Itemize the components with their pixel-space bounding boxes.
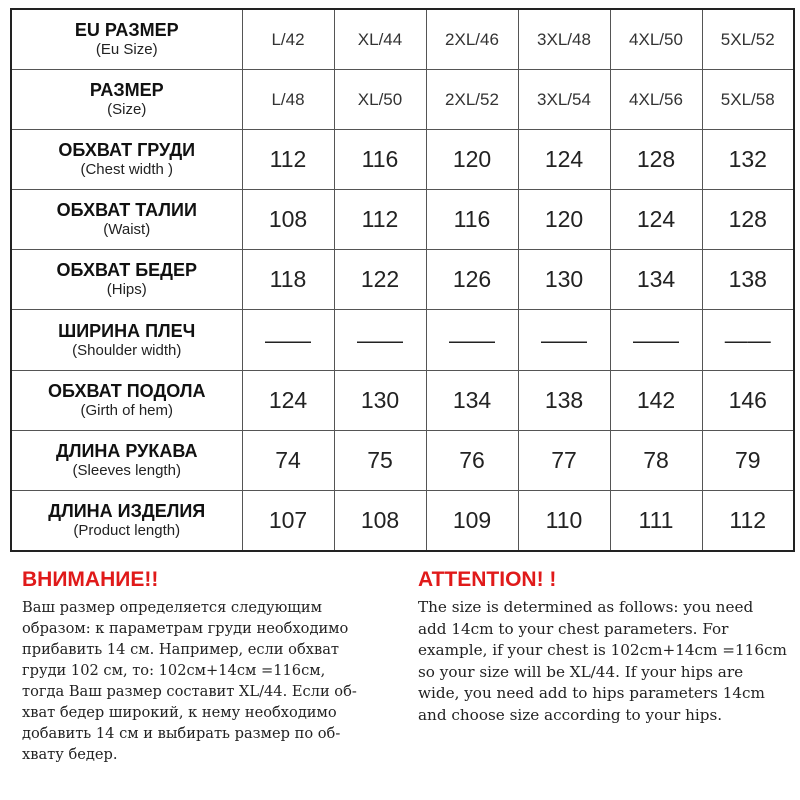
- notice-line: хвату бедер.: [22, 746, 118, 763]
- table-cell: 2XL/52: [426, 70, 518, 130]
- table-row: [11, 490, 794, 551]
- table-cell: XL/44: [334, 9, 426, 70]
- row-label-russian: EU РАЗМЕР: [74, 20, 179, 41]
- row-label-english: (Product length): [73, 521, 181, 539]
- table-cell: 126: [426, 250, 518, 310]
- notice-line: The size is determined as follows: you need: [418, 598, 754, 616]
- table-cell: 138: [518, 370, 610, 430]
- row-header: [11, 70, 242, 130]
- notice-english-title: ATTENTION! !: [418, 568, 557, 591]
- row-label-english: (Chest width ): [80, 161, 174, 179]
- row-header: [11, 190, 242, 250]
- table-cell: 74: [242, 430, 334, 490]
- table-cell: 118: [242, 250, 334, 310]
- row-label-english: (Waist): [103, 221, 151, 239]
- table-row: [11, 9, 794, 70]
- table-cell: 146: [702, 370, 794, 430]
- table-cell: ——: [702, 310, 794, 370]
- size-chart-table: [10, 8, 795, 552]
- table-cell: 124: [242, 370, 334, 430]
- table-cell: 120: [518, 190, 610, 250]
- table-cell: 128: [610, 130, 702, 190]
- table-cell: 78: [610, 430, 702, 490]
- table-cell: ——: [426, 310, 518, 370]
- table-cell: 75: [334, 430, 426, 490]
- table-cell: 77: [518, 430, 610, 490]
- table-cell: 107: [242, 490, 334, 551]
- row-header: [11, 490, 242, 551]
- notice-line: and choose size according to your hips.: [418, 705, 723, 724]
- table-cell: XL/50: [334, 70, 426, 130]
- notice-line: образом: к параметрам груди необходимо: [22, 620, 349, 637]
- table-cell: 116: [334, 130, 426, 190]
- row-label-english: (Hips): [106, 281, 147, 299]
- row-label-russian: ШИРИНА ПЛЕЧ: [58, 320, 196, 341]
- notice-line: example, if your chest is 102cm+14cm =116cm: [418, 641, 787, 659]
- notice-english: [418, 566, 798, 726]
- table-cell: 142: [610, 370, 702, 430]
- table-cell: 4XL/50: [610, 9, 702, 70]
- row-label-russian: ОБХВАТ ПОДОЛА: [48, 380, 206, 401]
- table-cell: 116: [426, 190, 518, 250]
- row-header: [11, 430, 242, 490]
- notice-line: add 14cm to your chest parameters. For: [418, 619, 729, 638]
- table-cell: 4XL/56: [610, 70, 702, 130]
- table-cell: 120: [426, 130, 518, 190]
- table-cell: 124: [610, 190, 702, 250]
- table-cell: 111: [610, 490, 702, 551]
- table-cell: 134: [610, 250, 702, 310]
- notice-english-body: [418, 597, 798, 726]
- table-cell: 112: [242, 130, 334, 190]
- table-row: [11, 310, 794, 370]
- row-label-english: (Shoulder width): [72, 341, 182, 359]
- table-cell: 112: [702, 490, 794, 551]
- notice-line: so your size will be XL/44. If your hips are: [418, 662, 744, 681]
- notice-line: добавить 14 см и выбирать размер по об-: [22, 725, 341, 742]
- table-row: [11, 250, 794, 310]
- row-label-russian: ДЛИНА РУКАВА: [56, 440, 198, 461]
- table-cell: L/42: [242, 9, 334, 70]
- notice-line: груди 102 см, то: 102см+14см =116см,: [22, 662, 326, 679]
- row-header: [11, 310, 242, 370]
- notice-russian-title: ВНИМАНИЕ!!: [22, 568, 159, 591]
- table-cell: 79: [702, 430, 794, 490]
- row-label-russian: ДЛИНА ИЗДЕЛИЯ: [48, 500, 206, 521]
- table-cell: 2XL/46: [426, 9, 518, 70]
- notice-line: хват бедер широкий, к нему необходимо: [22, 704, 337, 721]
- row-label-english: (Size): [107, 101, 147, 119]
- notice-line: тогда Ваш размер составит XL/44. Если об-: [22, 683, 357, 700]
- table-cell: 3XL/54: [518, 70, 610, 130]
- table-cell: 110: [518, 490, 610, 551]
- table-cell: 109: [426, 490, 518, 551]
- row-label-russian: ОБХВАТ ГРУДИ: [58, 140, 196, 161]
- table-cell: 3XL/48: [518, 9, 610, 70]
- table-cell: 5XL/58: [702, 70, 794, 130]
- table-row: [11, 70, 794, 130]
- table-row: [11, 190, 794, 250]
- table-row: [11, 430, 794, 490]
- row-header: [11, 370, 242, 430]
- notice-russian-body: [22, 597, 407, 765]
- table-cell: ——: [242, 310, 334, 370]
- row-label-russian: РАЗМЕР: [89, 80, 164, 101]
- table-cell: 122: [334, 250, 426, 310]
- table-cell: 112: [334, 190, 426, 250]
- table-cell: 124: [518, 130, 610, 190]
- notice-line: Ваш размер определяется следующим: [22, 599, 322, 616]
- table-cell: 108: [334, 490, 426, 551]
- notice-line: прибавить 14 см. Например, если обхват: [22, 641, 339, 658]
- table-cell: 132: [702, 130, 794, 190]
- row-label-russian: ОБХВАТ ТАЛИИ: [56, 200, 197, 221]
- row-header: [11, 130, 242, 190]
- table-cell: 138: [702, 250, 794, 310]
- table-cell: 76: [426, 430, 518, 490]
- row-label-russian: ОБХВАТ БЕДЕР: [56, 260, 197, 281]
- table-cell: 134: [426, 370, 518, 430]
- size-chart-body: [11, 9, 794, 551]
- row-label-english: (Girth of hem): [80, 401, 174, 419]
- table-cell: 130: [334, 370, 426, 430]
- table-cell: 130: [518, 250, 610, 310]
- table-cell: 5XL/52: [702, 9, 794, 70]
- table-row: [11, 130, 794, 190]
- table-row: [11, 370, 794, 430]
- table-cell: ——: [518, 310, 610, 370]
- table-cell: ——: [610, 310, 702, 370]
- row-label-english: (Sleeves length): [72, 461, 181, 479]
- table-cell: 128: [702, 190, 794, 250]
- notice-russian: [22, 566, 407, 765]
- notice-line: wide, you need add to hips parameters 14cm: [418, 684, 765, 702]
- row-header: [11, 9, 242, 70]
- table-cell: ——: [334, 310, 426, 370]
- table-cell: 108: [242, 190, 334, 250]
- row-header: [11, 250, 242, 310]
- table-cell: L/48: [242, 70, 334, 130]
- row-label-english: (Eu Size): [95, 41, 158, 59]
